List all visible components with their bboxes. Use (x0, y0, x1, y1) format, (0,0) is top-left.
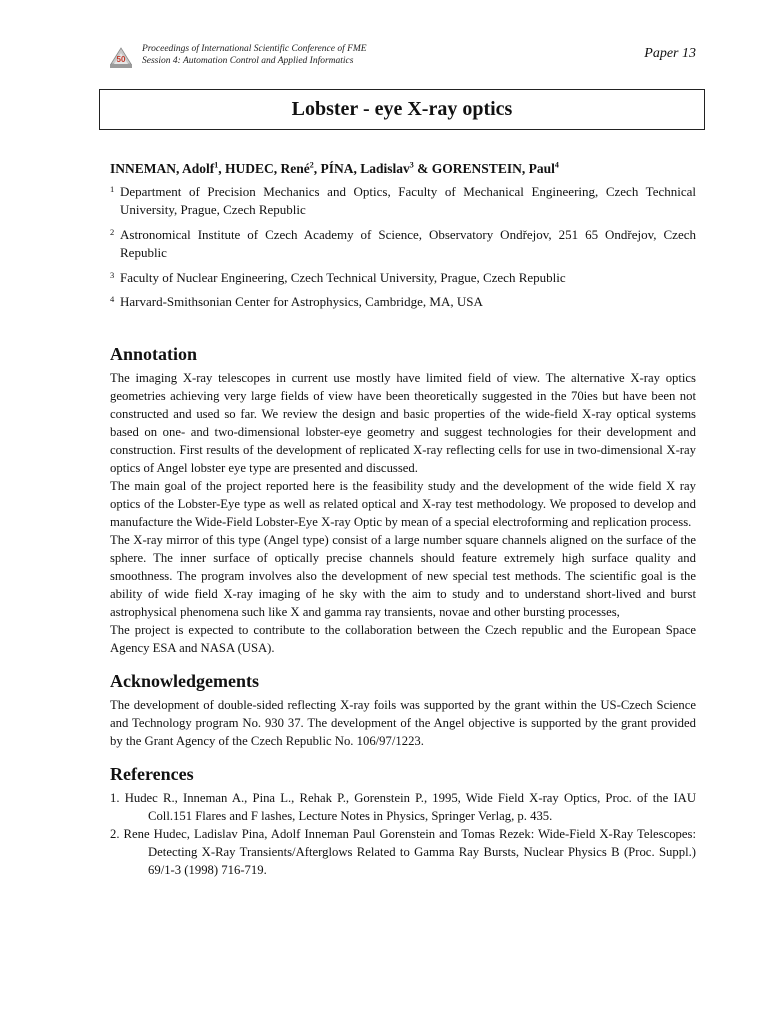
annotation-paragraph: The project is expected to contribute to the collaboration between the Czech republic and the European Space Agency ESA and NASA (USA). (110, 622, 696, 655)
author-list (110, 160, 696, 177)
author: INNEMAN, Adolf$^1$, (110, 160, 226, 176)
references-heading: References (110, 763, 194, 784)
reference-item: 1. Hudec R., Inneman A., Pina L., Rehak P., Gorenstein P., 1995, Wide Field X-ray Optics, Proc. of the IAU Coll.151 Flares and F lashes, Lecture Notes in Physics, Springer Verlag, p. 435. (110, 790, 696, 823)
affiliation: 4 Harvard-Smithsonian Center for Astrophysics, Cambridge, MA, USA (110, 294, 483, 309)
paper-title: Lobster - eye X-ray optics (99, 89, 705, 130)
conference-line2: Session 4: Automation Control and Applied Informatics (142, 56, 354, 66)
reference-item: 2. Rene Hudec, Ladislav Pina, Adolf Inneman Paul Gorenstein and Tomas Rezek: Wide-Field X-Ray Telescopes: Detecting X-Ray Transients/Afterglows Related to Gamma Ray Bursts, Nuclear Physics B (Proc. Suppl.) 69/1-3 (1998) 716-719. (110, 826, 696, 877)
conference-line1: Proceedings of International Scientific Conference of FME (142, 44, 367, 54)
page-header (108, 42, 696, 72)
affiliation: 3 Faculty of Nuclear Engineering, Czech Technical University, Prague, Czech Republic (110, 269, 566, 285)
affiliation: 2 Astronomical Institute of Czech Academy of Science, Observatory Ondřejov, 251 65 Ondřejov, Czech Republic (110, 226, 696, 260)
author: HUDEC, René$^2$, (225, 160, 321, 176)
logo-number: 50 (116, 55, 126, 64)
annotation-heading: Annotation (110, 343, 198, 364)
conference-info (142, 43, 367, 67)
paper-number: Paper 13 (644, 46, 696, 61)
affiliation: 1 Department of Precision Mechanics and Optics, Faculty of Mechanical Engineering, Czech Technical University, Prague, Czech Republic (110, 183, 696, 217)
author: PÍNA, Ladislav$^3$ & (320, 160, 432, 176)
acknowledgements-heading: Acknowledgements (110, 670, 259, 691)
annotation-paragraph: The imaging X-ray telescopes in current use mostly have limited field of view. The alternative X-ray optics geometries achieving very large fields of view have been theoretically suggested in the 70ies but have been not constructed and used so far. We review the design and basic properties of the wide-field X-ray optical systems based on one- and two-dimensional lobster-eye geometry and suggest technologies for their development and construction. First results of the development of replicated X-ray reflecting cells for use in two-dimensional X-ray optics of Angel lobster eye type are presented and discussed. (110, 370, 696, 475)
acknowledgements-text: The development of double-sided reflecting X-ray foils was supported by the grant within the US-Czech Science and Technology program No. 930 37. The development of the Angel objective is supported by the grant provided by the Grant Agency of the Czech Republic No. 106/97/1223. (110, 697, 696, 748)
reference-list (110, 789, 696, 879)
annotation-paragraph: The X-ray mirror of this type (Angel type) consist of a large number square channels aligned on the surface of the sphere. The inner surface of optically precise channels should feature extremely high surface quality and smoothness. The program involves also the development of new special test methods. The scientific goal is the ability of wide field X-ray imaging of he sky with the aim to study and to understand short-lived and burst astrophysical phenomena such like X and gamma ray transients, novae and other bursting processes, (110, 532, 696, 619)
annotation-paragraph: The main goal of the project reported here is the feasibility study and the development of the wide field X ray optics of the Lobster-Eye type as well as related optical and X-ray test methodology. We proposed to develop and manufacture the Wide-Field Lobster-Eye X-ray Optic by mean of a special electroforming and replication process. (110, 478, 696, 529)
author: GORENSTEIN, Paul$^4$ (431, 160, 559, 176)
conference-logo-icon (108, 44, 134, 70)
paper-content (110, 160, 696, 879)
